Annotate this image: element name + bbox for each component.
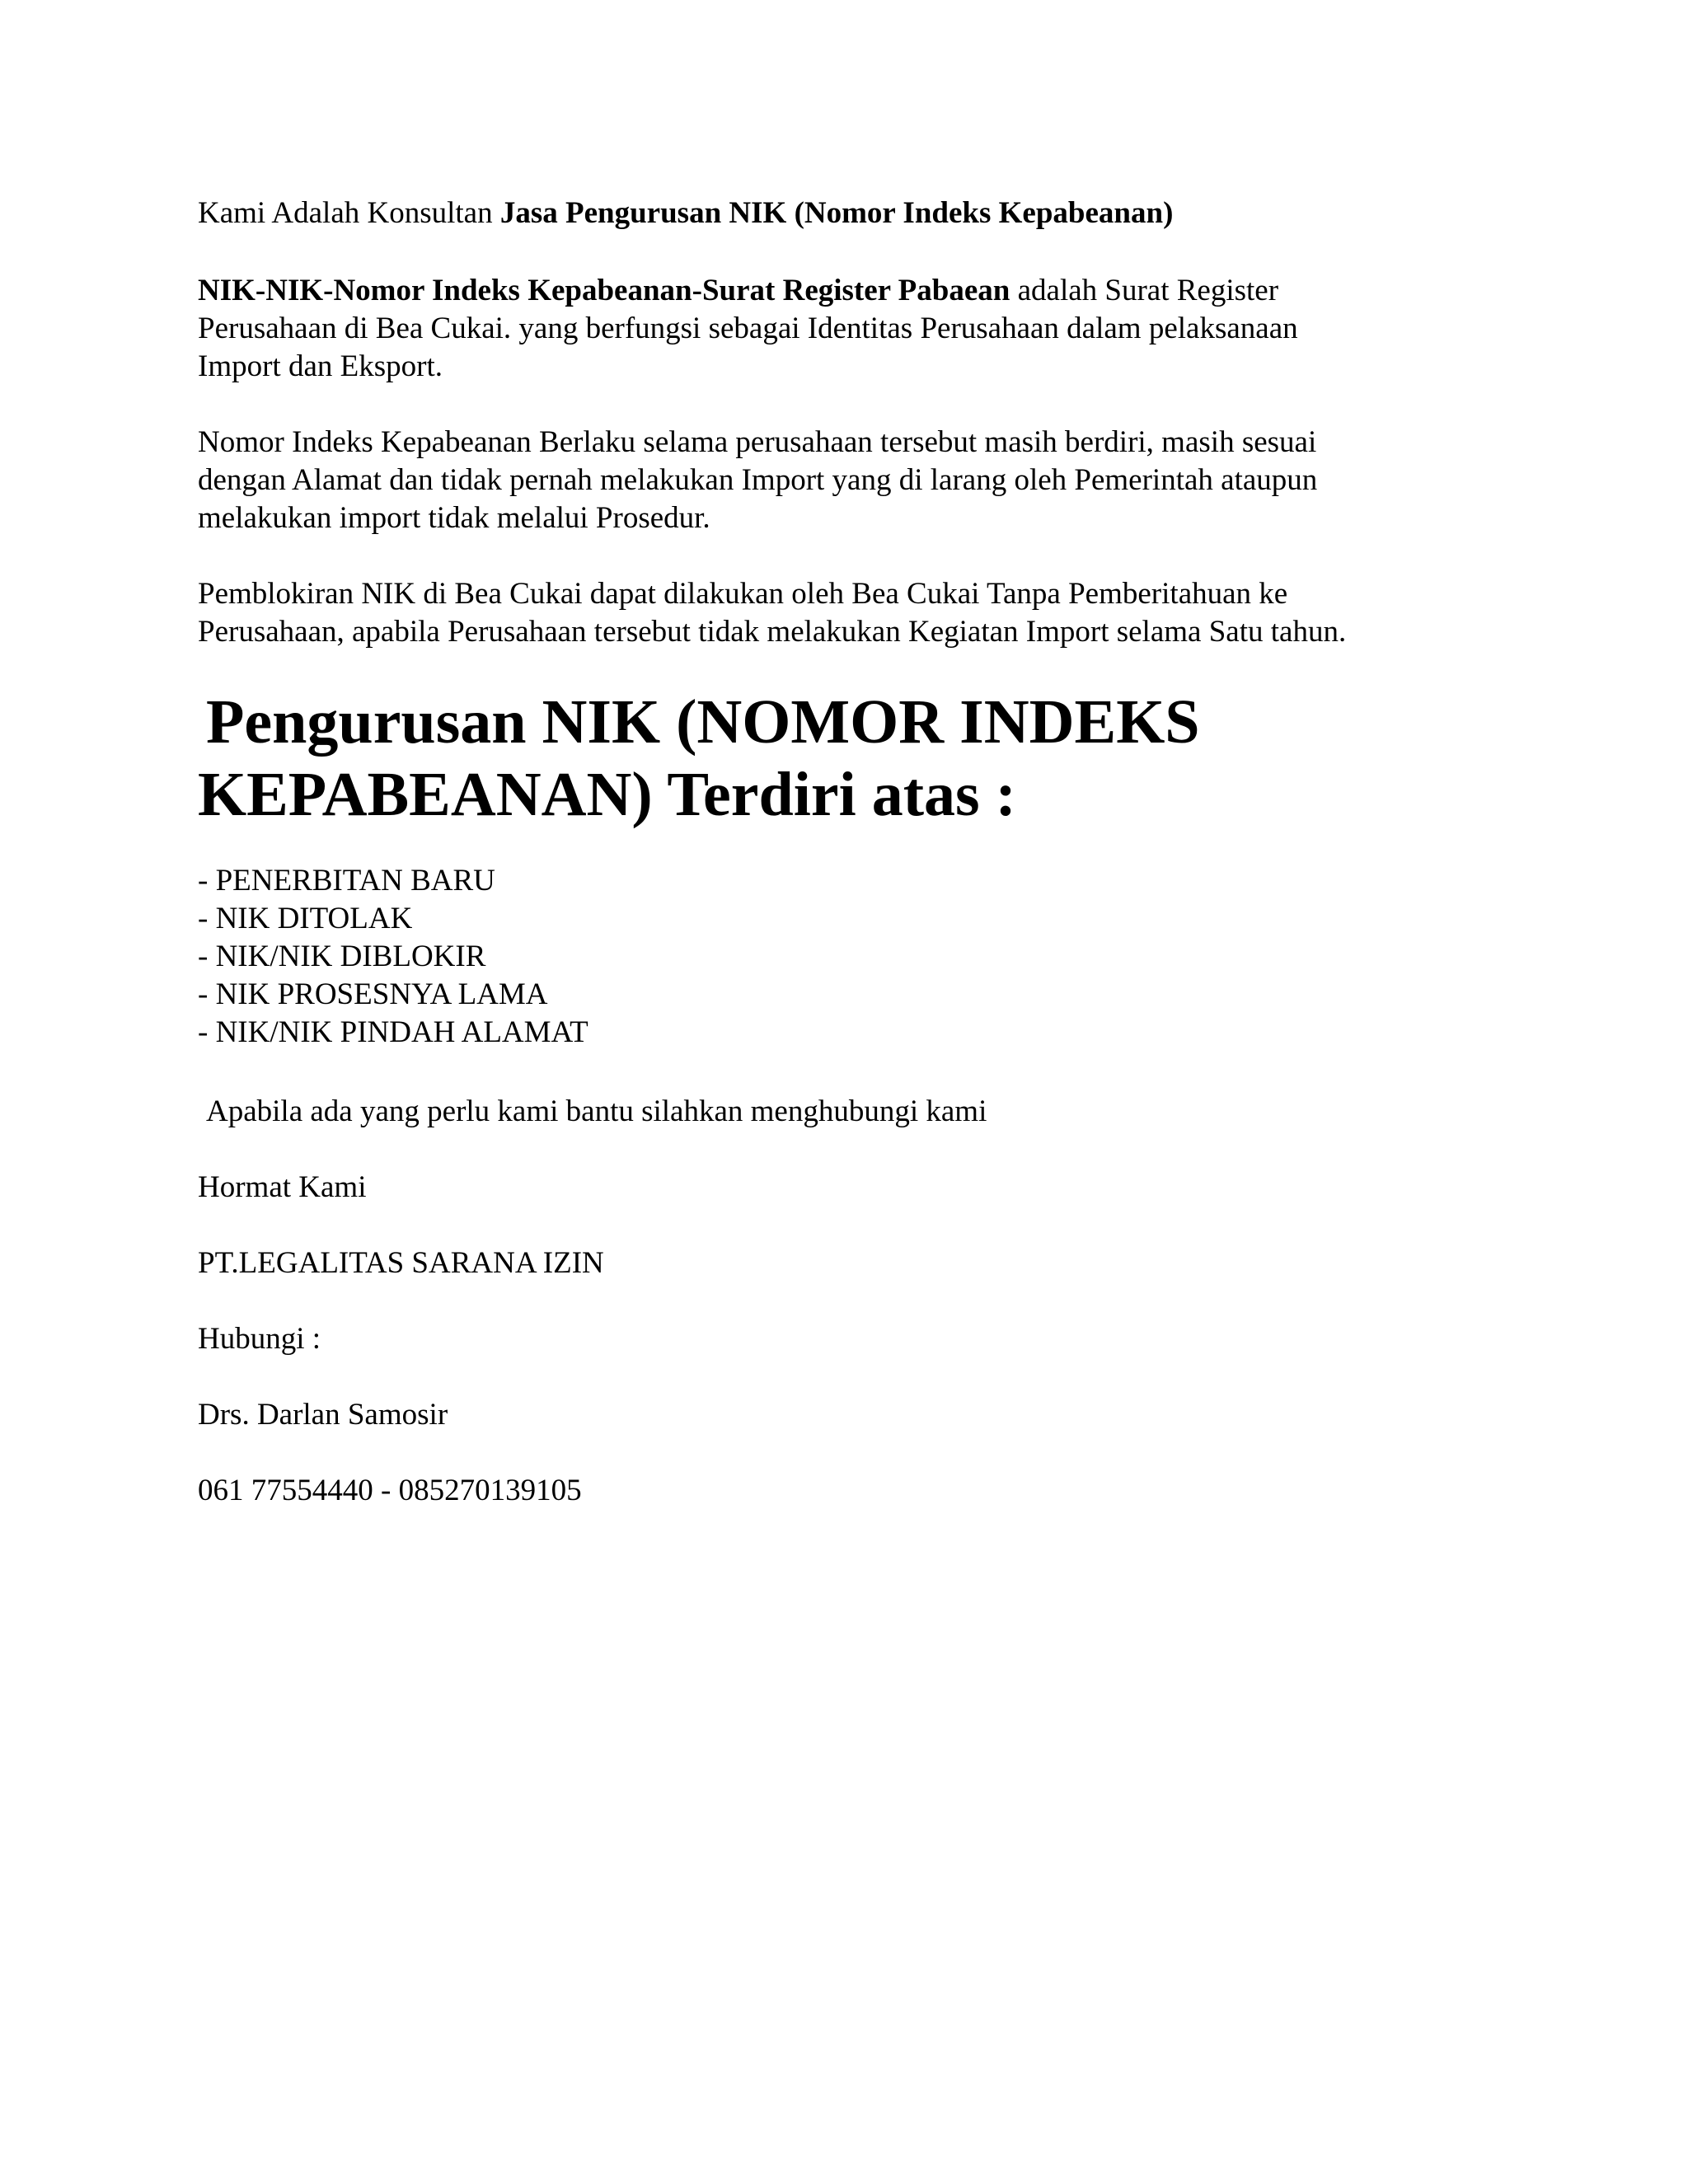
services-heading-line2: KEPABEANAN) Terdiri atas : <box>198 760 1016 829</box>
validity-paragraph <box>198 424 1451 537</box>
services-heading <box>198 686 1451 831</box>
list-item: - NIK/NIK PINDAH ALAMAT <box>198 1015 588 1049</box>
contact-label: Hubungi : <box>198 1322 321 1356</box>
definition-text-line2: Perusahaan di Bea Cukai. yang berfungsi sebagai Identitas Perusahaan dalam pelaksanaan <box>198 312 1298 345</box>
list-item: - NIK PROSESNYA LAMA <box>198 977 548 1011</box>
intro-service-name: Jasa Pengurusan NIK (Nomor Indeks Kepabeanan) <box>499 196 1174 230</box>
intro-paragraph <box>198 194 1451 232</box>
greeting-text: Hormat Kami <box>198 1170 367 1204</box>
list-item: - NIK/NIK DIBLOKIR <box>198 940 486 973</box>
document-body <box>198 194 1451 1510</box>
validity-line2: dengan Alamat dan tidak pernah melakukan Import yang di larang oleh Pemerintah ataupun <box>198 463 1318 497</box>
intro-text: Kami Adalah Konsultan <box>198 196 500 230</box>
list-item: - NIK DITOLAK <box>198 902 413 935</box>
validity-line1: Nomor Indeks Kepabeanan Berlaku selama perusahaan tersebut masih berdiri, masih sesuai <box>198 425 1317 459</box>
blocking-paragraph <box>198 575 1451 651</box>
definition-text-line3: Import dan Eksport. <box>198 349 443 383</box>
definition-term: NIK-NIK-Nomor Indeks Kepabeanan-Surat Register Pabaean <box>198 274 1010 307</box>
blocking-line1: Pemblokiran NIK di Bea Cukai dapat dilakukan oleh Bea Cukai Tanpa Pemberitahuan ke <box>198 577 1288 611</box>
validity-line3: melakukan import tidak melalui Prosedur. <box>198 501 710 535</box>
contact-name: Drs. Darlan Samosir <box>198 1398 448 1432</box>
services-heading-line1: Pengurusan NIK (NOMOR INDEKS <box>206 687 1200 757</box>
services-list <box>198 862 1451 1052</box>
list-item: - PENERBITAN BARU <box>198 864 495 898</box>
closing-text: Apabila ada yang perlu kami bantu silahkan menghubungi kami <box>206 1094 987 1128</box>
definition-text-line1: adalah Surat Register <box>1010 274 1279 307</box>
company-name: PT.LEGALITAS SARANA IZIN <box>198 1246 604 1280</box>
definition-paragraph <box>198 272 1451 386</box>
blocking-line2: Perusahaan, apabila Perusahaan tersebut tidak melakukan Kegiatan Import selama Satu tahun. <box>198 615 1347 649</box>
contact-phone: 061 77554440 - 085270139105 <box>198 1474 582 1507</box>
